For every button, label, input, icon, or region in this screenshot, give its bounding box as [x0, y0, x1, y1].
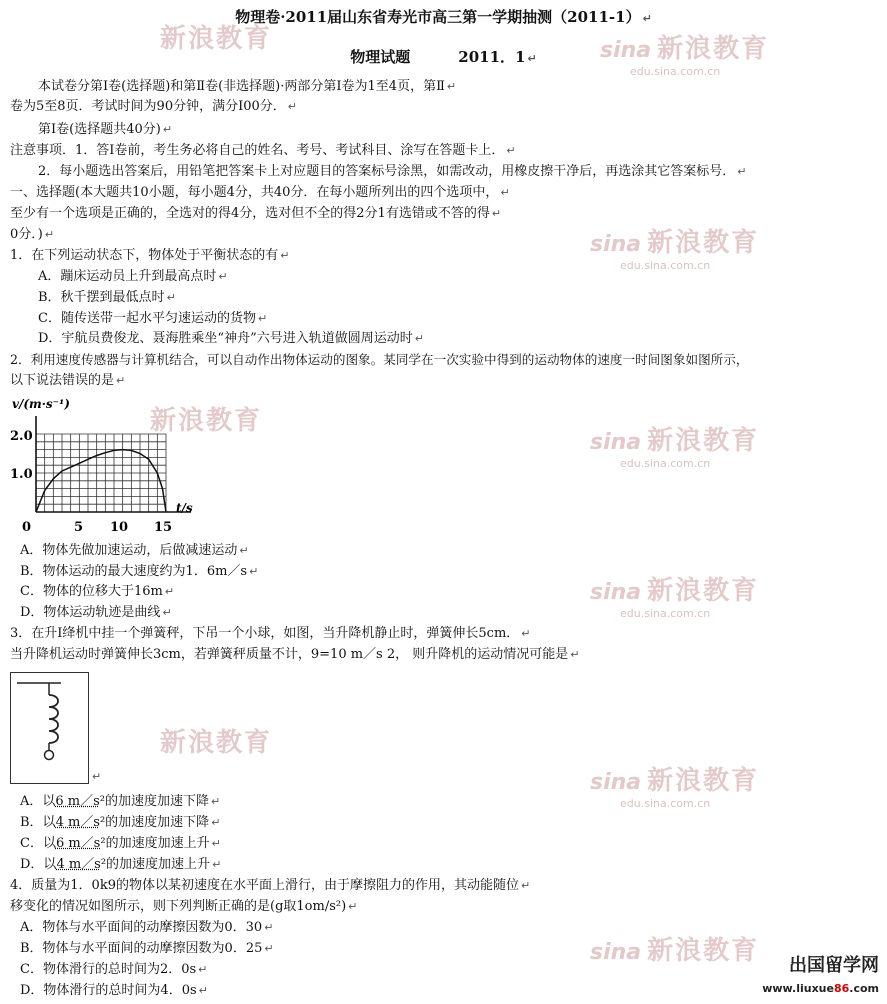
notice-line: 注意事项．1．答Ⅰ卷前，考生务必将自己的姓名、考号、考试科目、涂写在答题卡上． ↵ — [10, 143, 516, 158]
instructions-line: 至少有一个选项是正确的，全选对的得4分，选对但不全的得2分1有选错或不答的得 ↵ — [10, 206, 502, 221]
watermark: 新浪教育 — [150, 406, 263, 436]
question-4-option-b: B．物体与水平面间的动摩擦因数为0．25 ↵ — [20, 941, 274, 956]
watermark: 新浪教育 — [160, 24, 273, 54]
question-4-stem: 移变化的情况如图所示，则下列判断正确的是(g取1om/s²) ↵ — [10, 899, 358, 914]
exam-date: 2011．1 — [458, 48, 526, 66]
site-logo-name: 出国留学网 — [789, 955, 879, 976]
page-title: 物理卷·2011届山东省寿光市高三第一学期抽测（2011-1） ↵ — [235, 8, 652, 26]
watermark: sina 新浪教育 edu.sina.com.cn — [590, 766, 760, 810]
question-2-option-a: A．物体先做加速运动，后做减速运动 ↵ — [20, 543, 249, 558]
site-logo[interactable] — [762, 951, 879, 996]
question-1-stem: 1．在下列运动状态下，物体处于平衡状态的有 ↵ — [10, 248, 290, 263]
chart-ylabel: v/(m·s⁻¹) — [12, 397, 70, 411]
chart-ytick-label: 2.0 — [10, 429, 33, 444]
chart-axes — [36, 416, 191, 512]
question-3-option-c: C．以6 m／s²的加速度加速上升 ↵ — [20, 836, 221, 851]
watermark: 新浪教育 — [160, 728, 273, 758]
chart-xtick-label: 5 — [74, 520, 84, 534]
question-2-stem: 2．利用速度传感器与计算机结合，可以自动作出物体运动的图象。某同学在一次实验中得到的运动物体的速度一时间图象如图所示， — [10, 352, 749, 367]
question-4-option-d: D．物体滑行的总时间为4．0s ↵ — [20, 983, 208, 998]
spring-diagram — [11, 673, 88, 783]
chart-grid — [36, 434, 166, 512]
question-3-option-d: D．以4 m／s²的加速度加速上升 ↵ — [20, 857, 222, 872]
chart-xtick-label: 15 — [154, 520, 173, 534]
question-4-option-c: C．物体滑行的总时间为2．0s ↵ — [20, 962, 208, 977]
chart-xtick-label: 10 — [110, 520, 129, 534]
question-2-option-b: B．物体运动的最大速度约为1．6m／s ↵ — [20, 564, 259, 579]
site-logo-url: www.liuxue86.com — [762, 982, 879, 995]
question-1-option-c: C．随传送带一起水平匀速运动的货物 ↵ — [38, 311, 268, 326]
notice-line: 2．每小题选出答案后，用铅笔把答案卡上对应题目的答案标号涂黑，如需改动，用橡皮擦干净后，再选涂其它答案标号． ↵ — [38, 164, 747, 179]
chart-ytick-label: 1.0 — [10, 467, 33, 482]
exam-subtitle: 物理试题 2011．1 ↵ — [350, 48, 537, 66]
question-2-option-d: D．物体运动轨迹是曲线 ↵ — [20, 605, 172, 620]
question-3-stem: 3．在升Ⅰ绛机中挂一个弹簧秤，下吊一个小球，如图，当升降机静止时，弹簧伸长5cm． ↵ — [10, 626, 531, 641]
watermark: sina 新浪教育 — [590, 936, 760, 966]
watermark: sina 新浪教育 edu.sina.com.cn — [590, 426, 760, 470]
chart-xlabel: t/s — [176, 501, 193, 515]
spring-scale-figure — [10, 672, 89, 784]
question-2-option-c: C．物体的位移大于16m ↵ — [20, 584, 175, 599]
question-1-option-b: B．秋千摆到最低点时 ↵ — [38, 290, 176, 305]
section-heading: 第Ⅰ卷(选择题共40分) ↵ — [38, 122, 173, 137]
paragraph-mark: ↵ — [92, 770, 102, 783]
question-1-option-a: A．蹦床运动员上升到最高点时 ↵ — [38, 269, 228, 284]
chart-xtick-label: 0 — [22, 520, 32, 534]
question-3-option-b: B．以4 m／s²的加速度加速下降 ↵ — [20, 815, 221, 830]
question-4-stem: 4．质量为1．0k9的物体以某初速度在水平面上滑行，由于摩擦阻力的作用，其动能随位 ↵ — [10, 878, 531, 893]
watermark: sina 新浪教育 edu.sina.com.cn — [590, 228, 760, 272]
intro-line: 本试卷分第Ⅰ卷(选择题)和第Ⅱ卷(非选择题)·两部分第Ⅰ卷为1至4页，第Ⅱ ↵ — [38, 79, 457, 94]
watermark: sina 新浪教育 edu.sina.com.cn — [590, 576, 760, 620]
question-4-option-a: A．物体与水平面间的动摩擦因数为0．30 ↵ — [20, 920, 274, 935]
question-3-stem: 当升降机运动时弹簧伸长3cm，若弹簧秤质量不计，9=10 m／s 2， 则升降机的运动情况可能是 ↵ — [10, 647, 580, 662]
watermark: sina 新浪教育 edu.sina.com.cn — [600, 34, 770, 78]
velocity-time-chart — [6, 394, 206, 534]
intro-line: 卷为5至8页．考试时间为90分钟，满分I00分． ↵ — [10, 99, 297, 114]
question-2-stem: 以下说法错误的是 ↵ — [10, 373, 126, 388]
instructions-line: 0分．) ↵ — [10, 227, 55, 242]
question-3-option-a: A．以6 m／s²的加速度加速下降 ↵ — [20, 794, 221, 809]
instructions-line: 一、选择题(本大题共10小题，每小题4分，共40分．在每小题所列出的四个选项中， ↵ — [10, 185, 510, 200]
question-1-option-d: D．宇航员费俊龙、聂海胜乘坐“神舟”六号进入轨道做圆周运动时 ↵ — [38, 331, 424, 346]
